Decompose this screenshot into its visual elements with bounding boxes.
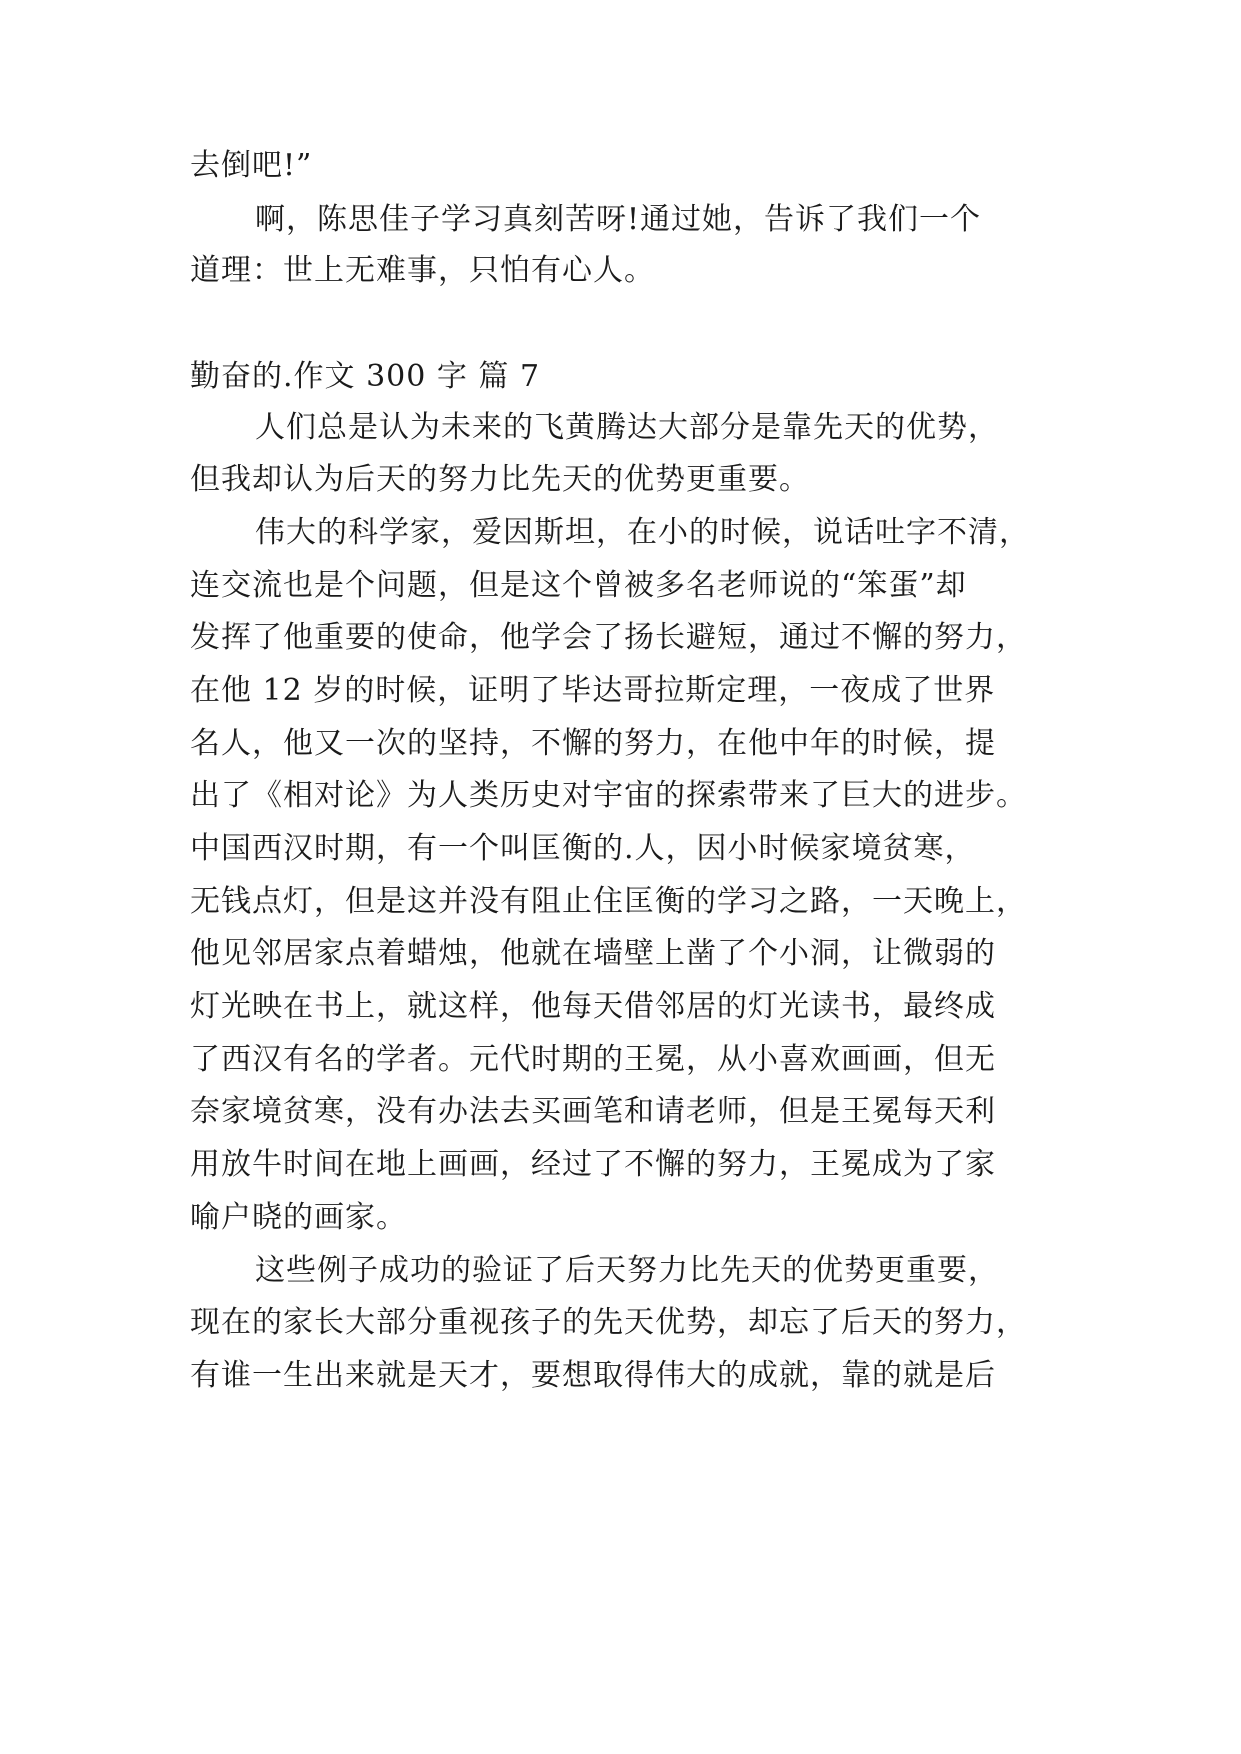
text-line: 连交流也是个问题，但是这个曾被多名老师说的“笨蛋”却 — [190, 568, 967, 603]
text-line: 奈家境贫寒，没有办法去买画笔和请老师，但是王冕每天利 — [190, 1094, 996, 1129]
text-line: 去倒吧!” — [190, 148, 313, 183]
text-line: 了西汉有名的学者。元代时期的王冕，从小喜欢画画，但无 — [190, 1042, 996, 1077]
text-line: 这些例子成功的验证了后天努力比先天的优势更重要， — [255, 1253, 999, 1288]
text-line: 无钱点灯，但是这并没有阻止住匡衡的学习之路，一天晚上， — [190, 884, 1027, 919]
text-line: 中国西汉时期，有一个叫匡衡的.人，因小时候家境贫寒， — [190, 831, 976, 866]
text-line: 道理：世上无难事，只怕有心人。 — [190, 253, 655, 288]
text-line: 名人，他又一次的坚持，不懈的努力，在他中年的时候，提 — [190, 726, 996, 761]
text-line: 伟大的科学家，爱因斯坦，在小的时候，说话吐字不清， — [255, 515, 1030, 550]
text-line: 出了《相对论》为人类历史对宇宙的探索带来了巨大的进步。 — [190, 778, 1027, 813]
section-heading: 勤奋的.作文 300 字 篇 7 — [190, 359, 541, 394]
text-line: 人们总是认为未来的飞黄腾达大部分是靠先天的优势， — [255, 410, 999, 445]
text-line: 发挥了他重要的使命，他学会了扬长避短，通过不懈的努力， — [190, 620, 1027, 655]
text-line: 但我却认为后天的努力比先天的优势更重要。 — [190, 462, 810, 497]
text-line: 现在的家长大部分重视孩子的先天优势，却忘了后天的努力， — [190, 1305, 1027, 1340]
text-line: 喻户晓的画家。 — [190, 1200, 407, 1235]
text-line: 在他 12 岁的时候，证明了毕达哥拉斯定理，一夜成了世界 — [190, 673, 996, 708]
text-line: 用放牛时间在地上画画，经过了不懈的努力，王冕成为了家 — [190, 1147, 996, 1182]
text-line: 他见邻居家点着蜡烛，他就在墙壁上凿了个小洞，让微弱的 — [190, 936, 996, 971]
text-line: 灯光映在书上，就这样，他每天借邻居的灯光读书，最终成 — [190, 989, 996, 1024]
text-line: 啊，陈思佳子学习真刻苦呀!通过她，告诉了我们一个 — [255, 202, 982, 237]
text-line: 有谁一生出来就是天才，要想取得伟大的成就，靠的就是后 — [190, 1358, 996, 1393]
